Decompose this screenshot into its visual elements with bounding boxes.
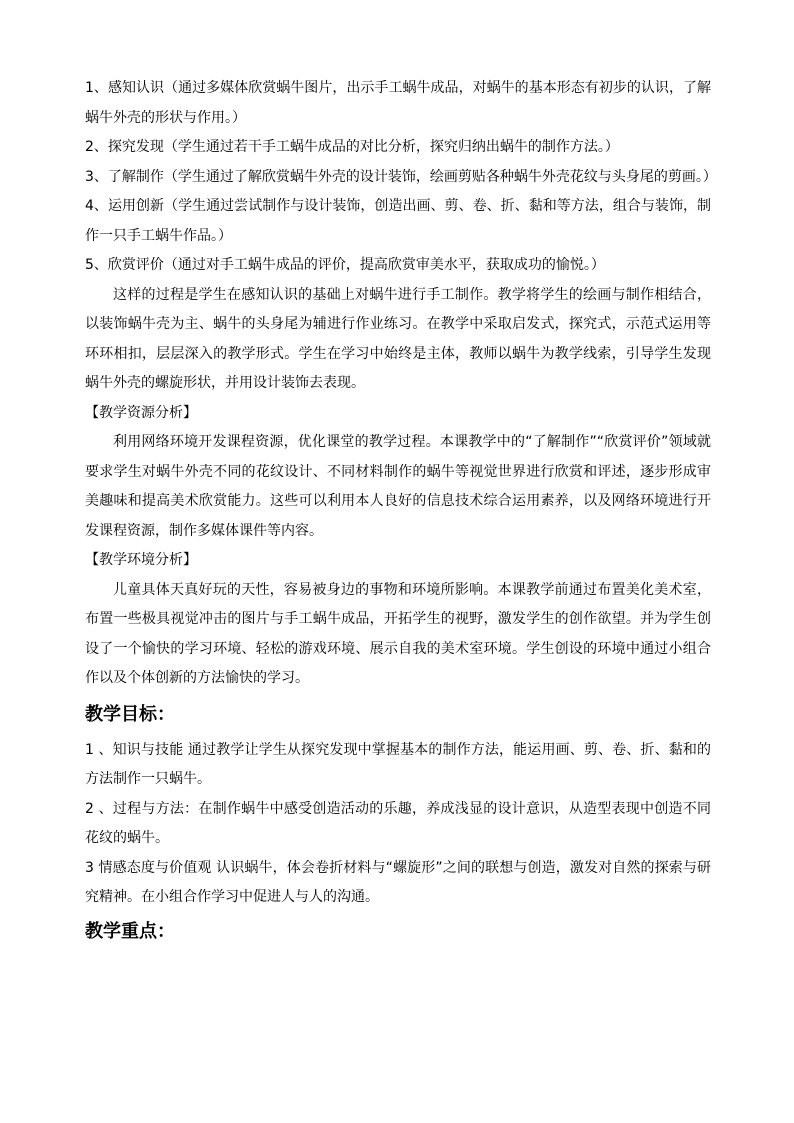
- objective-item-1: 1 、知识与技能 通过教学让学生从探究发现中掌握基本的制作方法，能运用画、剪、卷、折、黏和的方法制作一只蜗牛。: [85, 741, 711, 787]
- resources-heading: 【教学资源分析】: [85, 404, 197, 421]
- process-step-1: 1、感知认识（通过多媒体欣赏蜗牛图片，出示手工蜗牛成品，对蜗牛的基本形态有初步的认识，了解蜗牛外壳的形状与作用。）: [85, 80, 711, 126]
- objective-item-2: 2 、过程与方法：在制作蜗牛中感受创造活动的乐趣，养成浅显的设计意识，从造型表现中创造不同花纹的蜗牛。: [85, 800, 711, 846]
- process-step-2: 2、探究发现（学生通过若干手工蜗牛成品的对比分析，探究归纳出蜗牛的制作方法。）: [85, 139, 619, 155]
- environment-paragraph: 儿童具体天真好玩的天性，容易被身边的事物和环境所影响。本课教学前通过布置美化美术室，布置一些极具视觉冲击的图片与手工蜗牛成品，开拓学生的视野，激发学生的创作欲望。并为学生创设了一个愉快的学习环境、轻松的游戏环境、展示自我的美术室环境。学生创设的环境中通过小组合作以及个体创新的方法愉快的学习。: [85, 581, 711, 686]
- objectives-heading: 教学目标：: [85, 703, 175, 725]
- document-body: [85, 74, 717, 947]
- process-summary-paragraph: 这样的过程是学生在感知认识的基础上对蜗牛进行手工制作。教学将学生的绘画与制作相结合，以装饰蜗牛壳为主、蜗牛的头身尾为辅进行作业练习。在教学中采取启发式，探究式，示范式运用等环环相扣，层层深入的教学形式。学生在学习中始终是主体，教师以蜗牛为教学线索，引导学生发现蜗牛外壳的螺旋形状，并用设计装饰去表现。: [85, 286, 711, 391]
- objective-item-3: 3 情感态度与价值观 认识蜗牛，体会卷折材料与“螺旋形”之间的联想与创造，激发对自然的探索与研究精神。在小组合作学习中促进人与人的沟通。: [85, 859, 711, 905]
- key-points-heading: 教学重点：: [85, 920, 175, 942]
- process-step-3: 3、了解制作（学生通过了解欣赏蜗牛外壳的设计装饰，绘画剪贴各种蜗牛外壳花纹与头身尾的剪画。）: [85, 168, 717, 185]
- process-step-5: 5、欣赏评价（通过对手工蜗牛成品的评价，提高欣赏审美水平，获取成功的愉悦。）: [85, 257, 605, 273]
- resources-paragraph: 利用网络环境开发课程资源，优化课堂的教学过程。本课教学中的“了解制作”“欣赏评价”领域就要求学生对蜗牛外壳不同的花纹设计、不同材料制作的蜗牛等视觉世界进行欣赏和评述，逐步形成审美趣味和提高美术欣赏能力。这些可以利用本人良好的信息技术综合运用素养，以及网络环境进行开发课程资源，制作多媒体课件等内容。: [85, 434, 711, 539]
- process-step-4: 4、运用创新（学生通过尝试制作与设计装饰，创造出画、剪、卷、折、黏和等方法，组合与装饰，制作一只手工蜗牛作品。）: [85, 198, 711, 244]
- environment-heading: 【教学环境分析】: [85, 552, 197, 568]
